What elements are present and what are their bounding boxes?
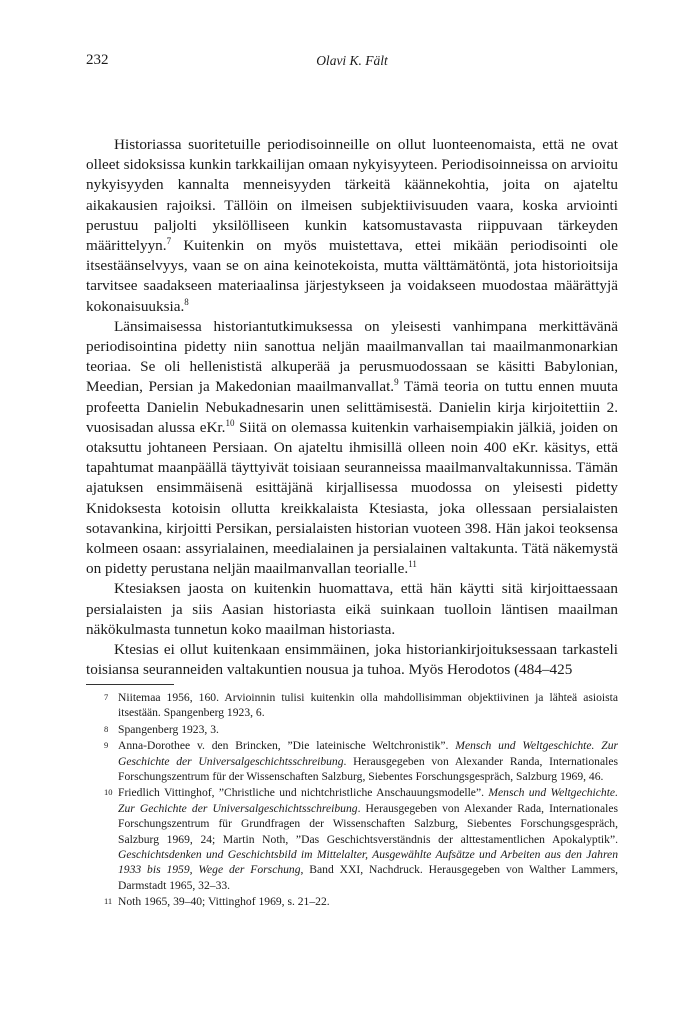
footnote-ref[interactable]: 10 — [225, 417, 235, 428]
text-run: Noth 1965, 39–40; Vittinghof 1969, s. 21–22. — [118, 895, 330, 909]
text-run: Tämä teoria on tuttu ennen muuta profeetta Danielin Nebukadnesarin unen selittämisestä. Danielin kirja kirjoitettiin 2. vuosisadan alussa eKr. — [86, 378, 618, 436]
italic-title: Geschichtsdenken und Geschichtsbild im Mittelalter, Ausgewählte Aufsätze und Arbeiten aus den Jahren 1933 bis 1959, Wege der Forschung — [118, 848, 618, 877]
body-text — [86, 135, 618, 680]
text-run: Historiassa suoritetuille periodisoinneille on ollut luonteenomaista, että ne ovat olleet sidoksissa kunkin tarkkailijan omaan nykyisyyteen. Periodisoinneissa on arvioitu nykyisyyden kannalta menneisyyden tärkeitä käännekohtia, joita on ajateltu aikakausien rajoiksi. Tällöin on ilmeisen subjektiivisuuden vaara, koska arviointi perustuu paljolti yksilölliseen kunkin katsomustavasta riippuvaan tärkeyden määrittelyyn. — [86, 136, 618, 255]
footnote-ref[interactable]: 9 — [394, 377, 399, 388]
text-run: Anna-Dorothee v. den Brincken, ”Die lateinische Weltchronistik”. — [118, 739, 456, 753]
text-run: Niitemaa 1956, 160. Arvioinnin tulisi kuitenkin olla mahdollisimman objektiivinen ja lähteä asioista itsestään. Spangenberg 1923, 6. — [118, 691, 618, 720]
footnote-text — [118, 723, 219, 736]
footnote — [86, 738, 618, 784]
text-run: . Herausgegeben von Alexander Randa, Internationales Forschungszentrum für der Wissenschaften Salzburg, Siebentes Forschungsgespräch, Salzburg 1969, 46. — [118, 754, 618, 784]
footnotes — [86, 690, 618, 911]
italic-title: Mensch und Weltgeschichte. Zur Geschichte der Universalgeschichtsschreibung — [118, 739, 619, 768]
italic-title: Mensch und Weltgechichte. Zur Gechichte der Universalgeschichtsschreibung — [118, 786, 618, 815]
footnote-number: 10 — [104, 787, 113, 798]
paragraph — [86, 640, 618, 680]
footnote — [86, 785, 618, 893]
text-run: Länsimaisessa historiantutkimuksessa on yleisesti vanhimpana merkittävänä periodisointina pidetty niin sanottua neljän maailmanvallan tai maailmanmonarkian teoriaa. Se oli hellenististä alkuperää ja perusmuodossaan se käsitti Babylonian, Meedian, Persian ja Makedonian maailmanvallat. — [86, 317, 618, 396]
text-run: Ktesiaksen jaosta on kuitenkin huomattava, että hän käytti sitä kirjoittaessaan persialaisten ja siis Aasian historiasta eikä suinkaan tuolloin läntisen maailman näkökulmasta tunnetun koko maailman historiasta. — [86, 580, 618, 638]
footnote — [86, 894, 618, 909]
footnote-ref[interactable]: 8 — [184, 296, 189, 307]
page-header — [86, 52, 618, 74]
paragraph — [86, 579, 618, 640]
paragraph — [86, 317, 618, 580]
footnote-number: 9 — [104, 740, 109, 751]
footnote — [86, 722, 618, 737]
footnote — [86, 690, 618, 721]
footnote-text — [118, 739, 618, 783]
text-run: Ktesias ei ollut kuitenkaan ensimmäinen, joka historiankirjoituksessaan tarkasteli toisiansa seuranneiden valtakuntien nousua ja tuhoa. Myös Herodotos (484–425 — [86, 641, 618, 679]
footnote-ref[interactable]: 11 — [408, 559, 417, 570]
footnote-text — [118, 786, 618, 891]
text-run: . Herausgegeben von Alexander Rada, Internationales Forschungszentrum für Grundfragen der Wissenschaften Salzburg, Siebentes Forschungsgespräch, Salzburg 1969, 24; Martin Noth, ”Das Geschichtsverständnis der alttestamentlichen Apokalyptik”. — [118, 801, 618, 846]
running-head: Olavi K. Fält — [316, 53, 388, 68]
paragraph — [86, 135, 618, 317]
footnote-number: 11 — [104, 896, 113, 907]
footnote-text — [118, 895, 330, 908]
text-run: Kuitenkin on myös muistettava, ettei mikään periodisointi ole itsestäänselvyys, vaan se on aina keinotekoista, mutta välttämätöntä, jota historioitsija tarvitsee saadakseen materiaalinsa järjestykseen ja voidakseen muodostaa määrättyjä kokonaisuuksia. — [86, 237, 618, 315]
footnote-number: 7 — [104, 692, 109, 702]
text-run: Spangenberg 1923, 3. — [118, 722, 219, 736]
footnote-separator — [86, 684, 174, 685]
footnote-text — [118, 691, 618, 719]
text-run: , Band XXI, Nachdruck. Herausgegeben von Walther Lammers, Darmstadt 1965, 32–33. — [118, 863, 618, 892]
footnote-number: 8 — [104, 723, 109, 734]
footnote-ref[interactable]: 7 — [166, 235, 172, 246]
text-run: Friedlich Vittinghof, ”Christliche und nichtchristliche Anschauungsmodelle”. — [118, 786, 489, 800]
page-number: 232 — [86, 52, 109, 68]
text-run: Siitä on olemassa kuitenkin varhaisempiakin jälkiä, joiden on otaksuttu johtaneen Persiaan. On ajateltu ihmisillä olleen noin 400 eKr. käsitys, että tapahtumat maanpäällä täyttyivät toisiaan seuranneissa maailmanvaltakunnissa. Tämän ajatuksen ensimmäisenä esittäjänä kirjallisessa muodossa on yleisesti pidetty Knidoksesta kotoisin ollutta kreikkalaista Ktesiasta, joka ollessaan persialaisten sotavankina, kirjoitti Persikan, persialaisten historian vuoteen 398. Hän jakoi teoksensa kolmeen osaan: assyrialainen, meedialainen ja persialainen valtakunta. Tätä näkemystä on pidetty perustana neljän maailmanvallan teorialle. — [86, 418, 619, 578]
